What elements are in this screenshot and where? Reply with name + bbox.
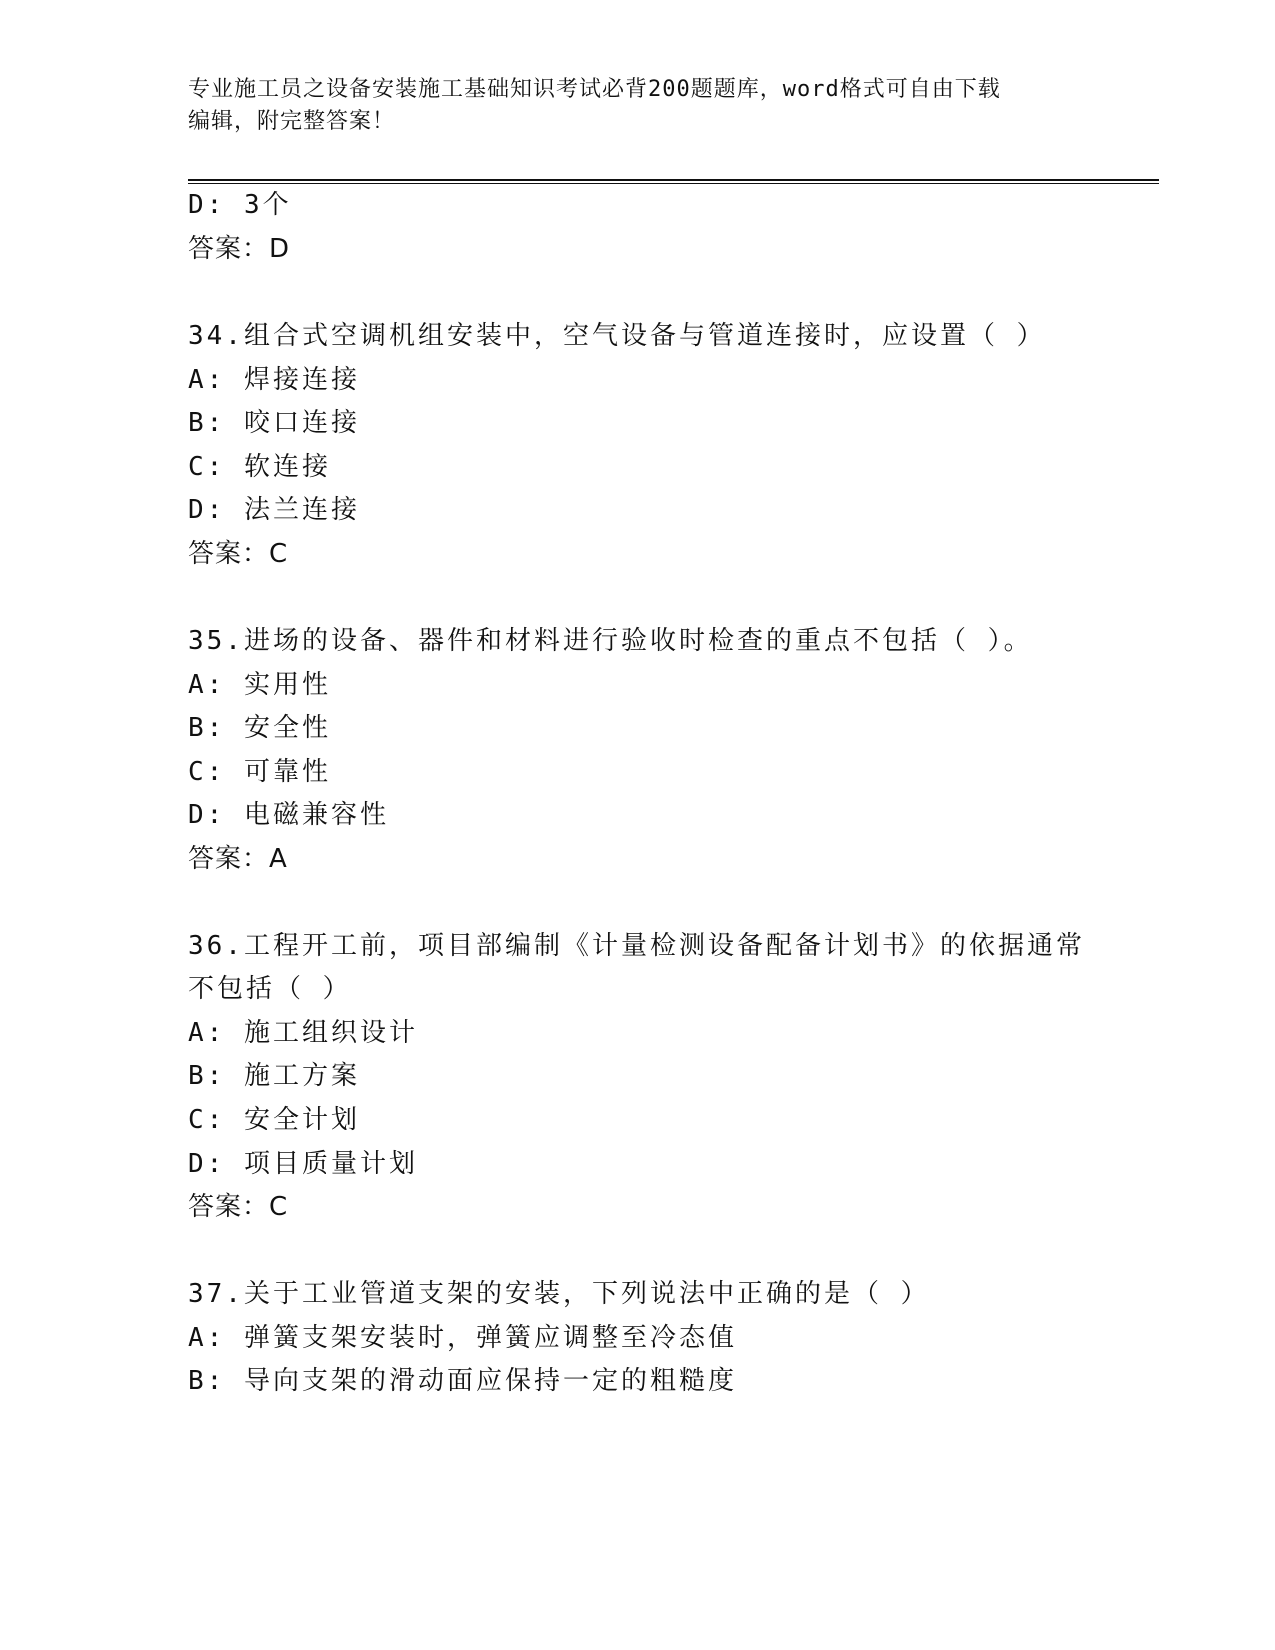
question-stem: 34.组合式空调机组安装中，空气设备与管道连接时，应设置（ ） xyxy=(188,321,1046,351)
option-a: A: 施工组织设计 xyxy=(188,1018,418,1048)
answer: 答案：A xyxy=(188,844,288,874)
option-b: B: 安全性 xyxy=(188,713,331,743)
option-c: C: 可靠性 xyxy=(188,757,331,787)
prev-option-d: D: 3个 xyxy=(188,190,292,220)
document-header xyxy=(188,74,1088,138)
question-stem-line-1: 36.工程开工前，项目部编制《计量检测设备配备计划书》的依据通常 xyxy=(188,931,1085,961)
prev-answer: 答案：D xyxy=(188,234,291,264)
header-divider-thin xyxy=(188,183,1159,184)
question-stem-line-2: 不包括（ ） xyxy=(188,974,352,1004)
option-d: D: 法兰连接 xyxy=(188,495,360,525)
option-c: C: 软连接 xyxy=(188,452,331,482)
answer: 答案：C xyxy=(188,1192,289,1222)
option-d: D: 电磁兼容性 xyxy=(188,800,389,830)
option-a: A: 实用性 xyxy=(188,670,331,700)
question-stem: 37.关于工业管道支架的安装，下列说法中正确的是（ ） xyxy=(188,1279,930,1309)
option-b: B: 施工方案 xyxy=(188,1061,360,1091)
header-divider-thick xyxy=(188,179,1159,181)
answer: 答案：C xyxy=(188,539,289,569)
option-b: B: 导向支架的滑动面应保持一定的粗糙度 xyxy=(188,1366,737,1396)
header-title-line-2: 编辑，附完整答案！ xyxy=(188,109,396,134)
option-d: D: 项目质量计划 xyxy=(188,1149,418,1179)
header-title-line-1: 专业施工员之设备安装施工基础知识考试必背200题题库，word格式可自由下载 xyxy=(188,77,1001,102)
option-a: A: 焊接连接 xyxy=(188,365,360,395)
option-b: B: 咬口连接 xyxy=(188,408,360,438)
option-a: A: 弹簧支架安装时，弹簧应调整至冷态值 xyxy=(188,1323,737,1353)
question-stem: 35.进场的设备、器件和材料进行验收时检查的重点不包括（ ）。 xyxy=(188,626,1033,656)
option-c: C: 安全计划 xyxy=(188,1105,360,1135)
